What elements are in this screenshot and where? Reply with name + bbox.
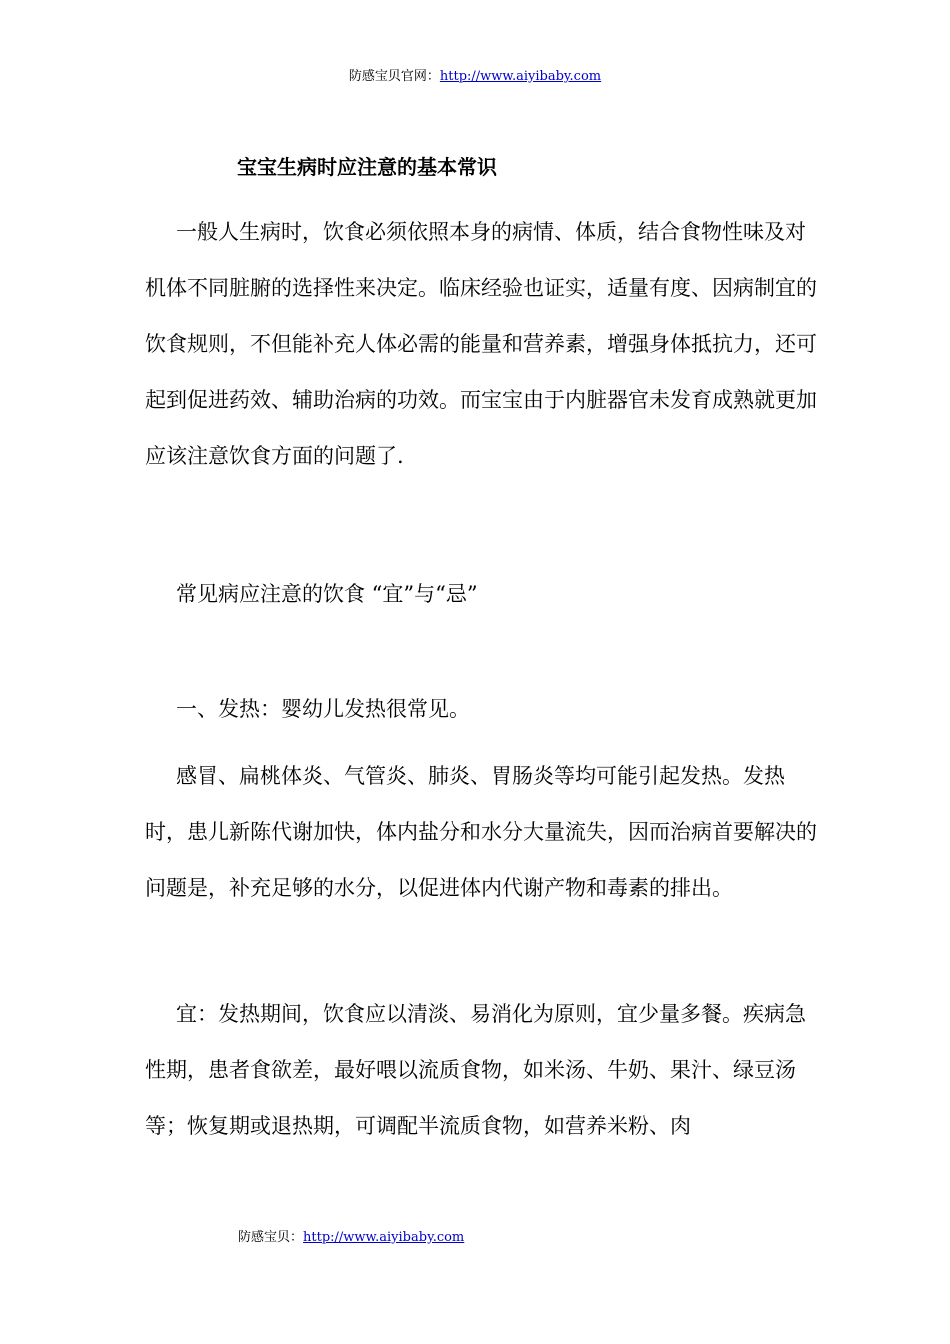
- document-title: 宝宝生病时应注意的基本常识: [237, 155, 497, 179]
- section-heading: 常见病应注意的饮食 “宜”与“忌”: [176, 582, 478, 606]
- page-header: [0, 68, 950, 86]
- footer-website-link[interactable]: http://www.aiyibaby.com: [303, 1230, 465, 1245]
- fever-causes-paragraph: 感冒、扁桃体炎、气管炎、肺炎、胃肠炎等均可能引起发热。发热时，患儿新陈代谢加快，体内盐分和水分大量流失，因而治病首要解决的问题是，补充足够的水分，以促进体内代谢产物和毒素的排出。: [145, 764, 817, 900]
- page-footer: [238, 1229, 464, 1247]
- fever-diet-paragraph: 宜：发热期间，饮食应以清淡、易消化为原则，宜少量多餐。疾病急性期，患者食欲差，最好喂以流质食物，如米汤、牛奶、果汁、绿豆汤等；恢复期或退热期，可调配半流质食物，如营养米粉、肉: [145, 1002, 806, 1138]
- footer-label: 防感宝贝：: [238, 1230, 304, 1245]
- header-label: 防感宝贝官网：: [348, 69, 440, 84]
- fever-heading: 一、发热：婴幼儿发热很常见。: [176, 697, 470, 721]
- intro-paragraph: 一般人生病时，饮食必须依照本身的病情、体质，结合食物性味及对机体不同脏腑的选择性来决定。临床经验也证实，适量有度、因病制宜的饮食规则，不但能补充人体必需的能量和营养素，增强身体抵抗力，还可起到促进药效、辅助治病的功效。而宝宝由于内脏器官未发育成熟就更加应该注意饮食方面的问题了.: [145, 220, 817, 468]
- header-website-link[interactable]: http://www.aiyibaby.com: [439, 69, 602, 84]
